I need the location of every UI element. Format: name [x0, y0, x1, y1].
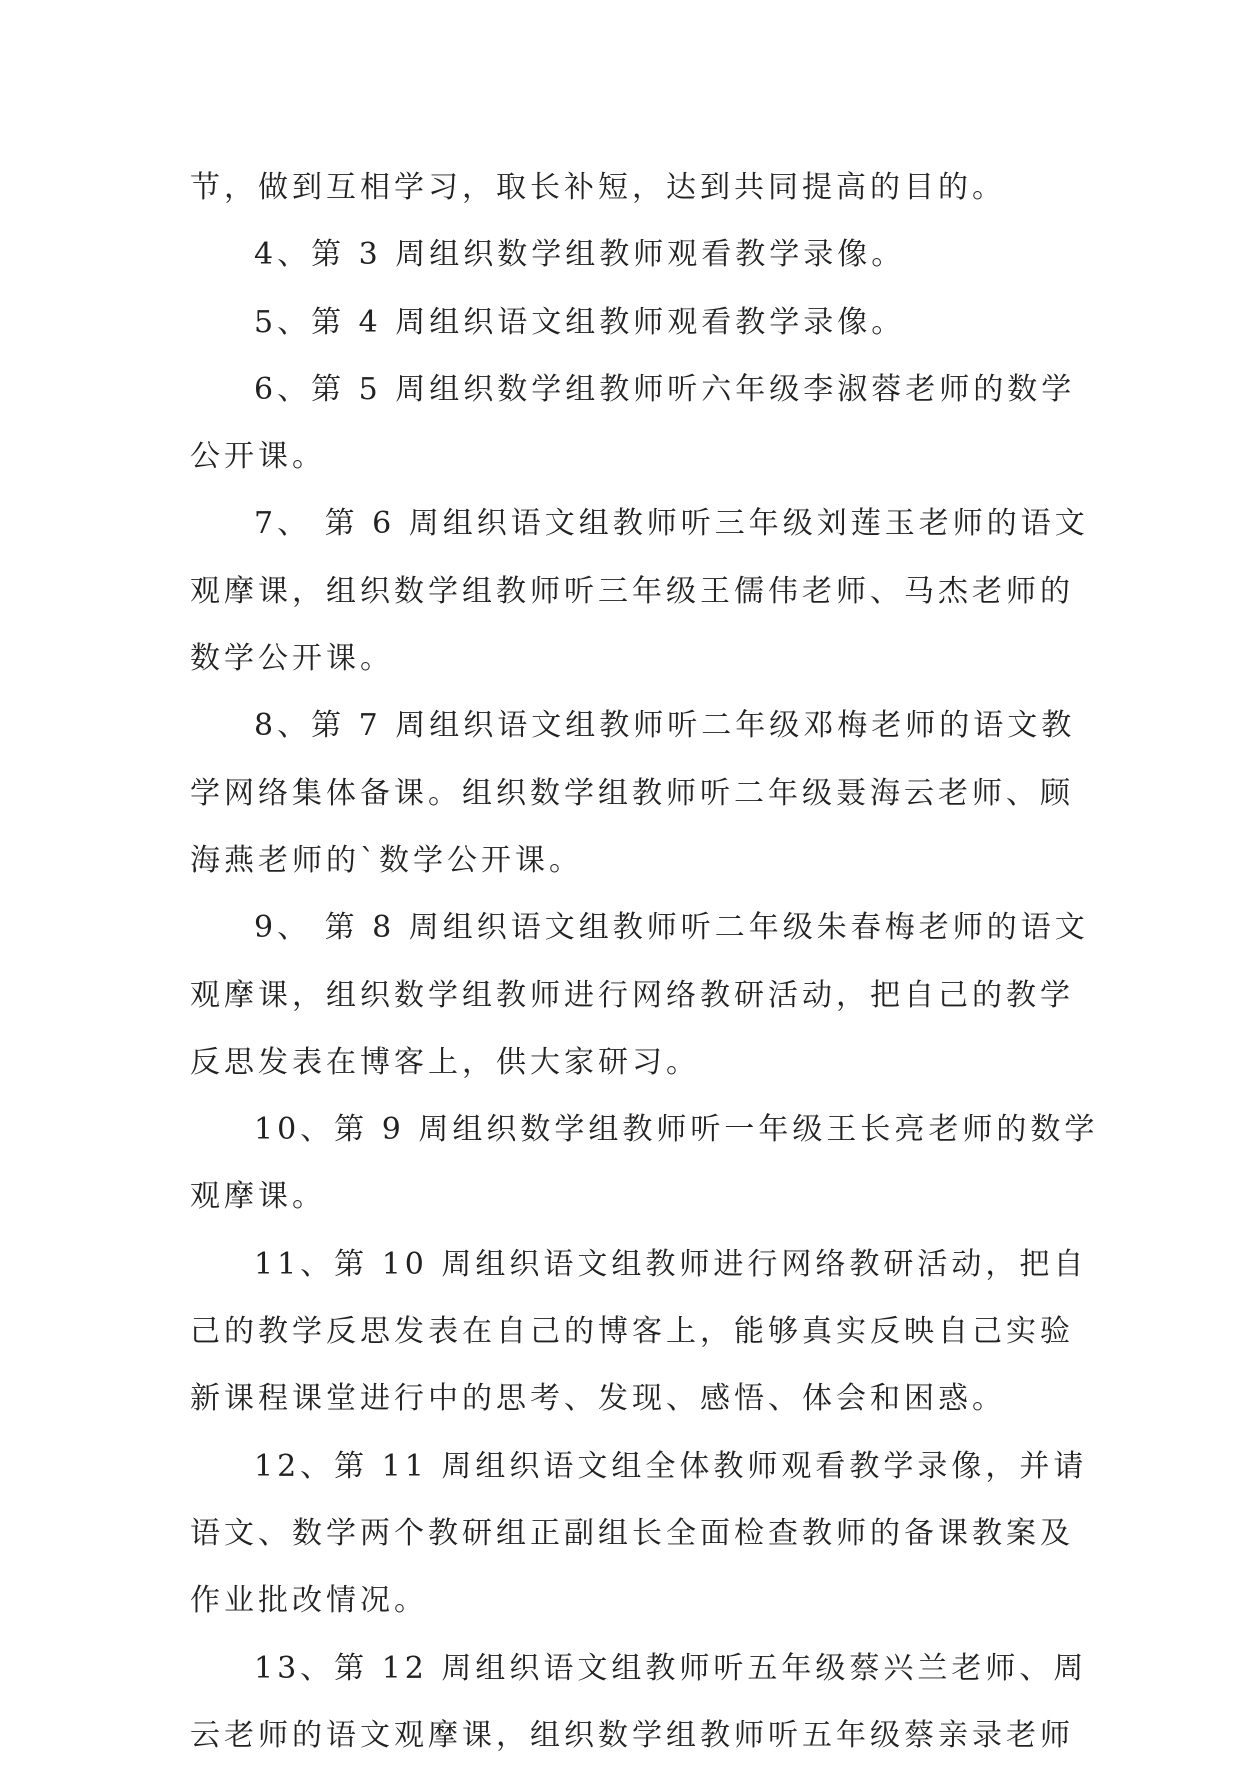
text-line: 观摩课，组织数学组教师进行网络教研活动，把自己的教学: [190, 977, 1074, 1013]
text-line: 观摩课。: [190, 1179, 326, 1215]
text-line: 新课程课堂进行中的思考、发现、感悟、体会和困惑。: [190, 1381, 1006, 1417]
text-line: 8、第 7 周组织语文组教师听二年级邓梅老师的语文教: [254, 708, 1076, 744]
text-line: 云老师的语文观摩课，组织数学组教师听五年级蔡亲录老师: [190, 1717, 1074, 1753]
text-line: 反思发表在博客上，供大家研习。: [190, 1044, 700, 1080]
text-line: 11、第 10 周组织语文组教师进行网络教研活动，把自: [254, 1246, 1088, 1282]
text-line: 己的教学反思发表在自己的博客上，能够真实反映自己实验: [190, 1314, 1074, 1350]
text-line: 语文、数学两个教研组正副组长全面检查教师的备课教案及: [190, 1515, 1074, 1551]
document-body: [190, 154, 1099, 1769]
text-line: 13、第 12 周组织语文组教师听五年级蔡兴兰老师、周: [254, 1650, 1088, 1686]
text-line: 作业批改情况。: [190, 1583, 428, 1619]
text-line: 7、 第 6 周组织语文组教师听三年级刘莲玉老师的语文: [254, 506, 1089, 542]
text-line: 学网络集体备课。组织数学组教师听二年级聂海云老师、顾: [190, 775, 1074, 811]
text-line: 9、 第 8 周组织语文组教师听二年级朱春梅老师的语文: [254, 910, 1089, 946]
text-line: 数学公开课。: [190, 641, 394, 677]
text-line: 公开课。: [190, 439, 326, 475]
text-line: 12、第 11 周组织语文组全体教师观看教学录像，并请: [254, 1448, 1088, 1484]
text-line: 10、第 9 周组织数学组教师听一年级王长亮老师的数学: [254, 1112, 1099, 1148]
text-line: 节，做到互相学习，取长补短，达到共同提高的目的。: [190, 170, 1006, 205]
text-line: 4、第 3 周组织数学组教师观看教学录像。: [254, 237, 906, 273]
text-line: 观摩课，组织数学组教师听三年级王儒伟老师、马杰老师的: [190, 573, 1074, 609]
text-line: 6、第 5 周组织数学组教师听六年级李淑蓉老师的数学: [254, 371, 1076, 407]
text-line: 5、第 4 周组织语文组教师观看教学录像。: [254, 304, 906, 340]
text-line: 海燕老师的`数学公开课。: [190, 842, 583, 878]
